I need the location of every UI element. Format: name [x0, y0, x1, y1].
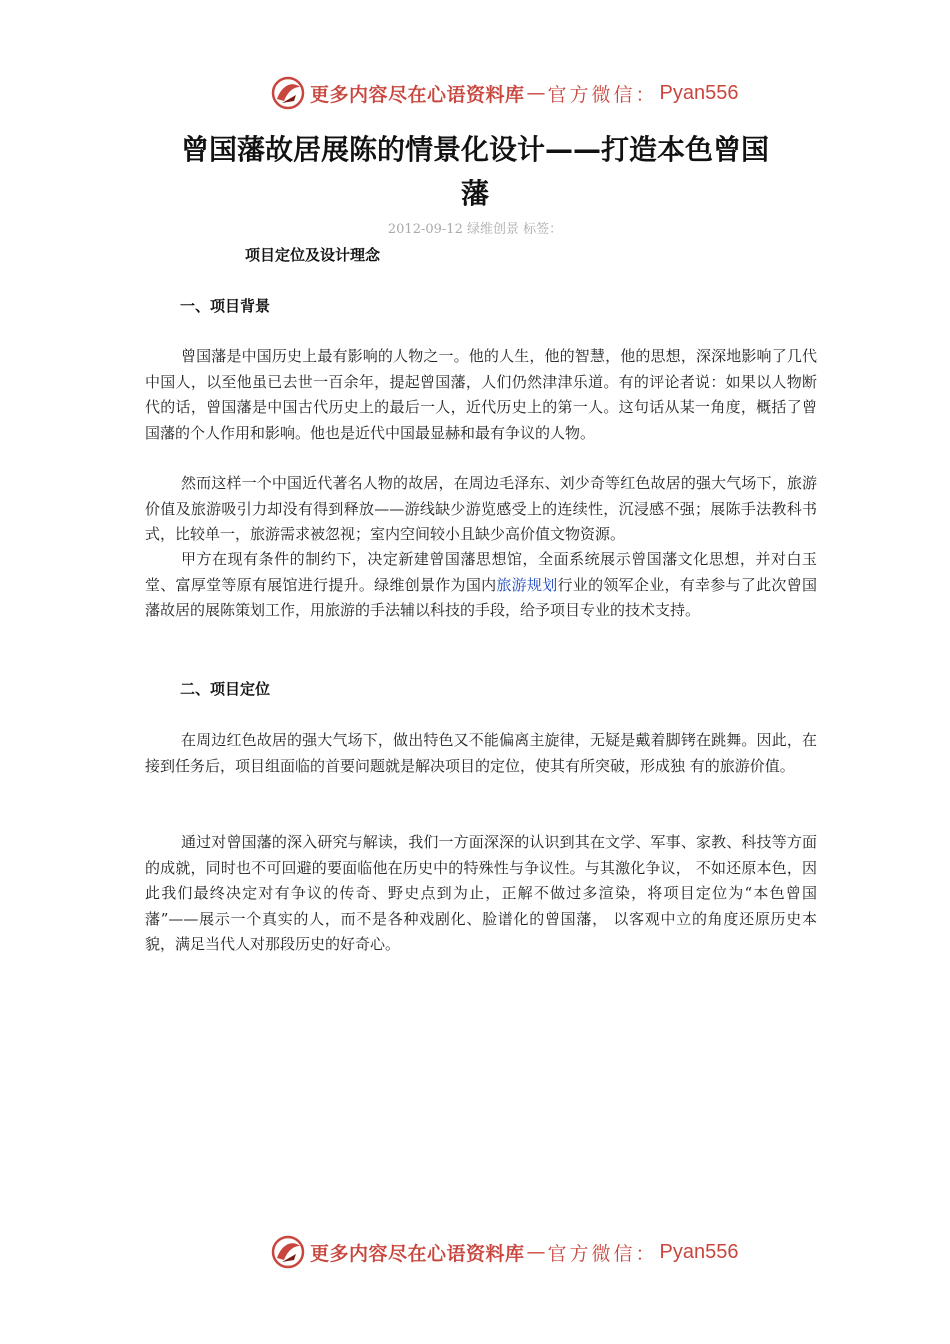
- watermark-label: 官方微信：: [547, 1242, 658, 1265]
- watermark-label: 官方微信：: [547, 83, 658, 106]
- paragraph-3: [145, 547, 817, 624]
- brand-logo-icon: [270, 1234, 306, 1270]
- paragraph-3-text-a: 甲方在现有条件的制约下，决定新建曾国藩思想馆，全面系统展示曾国藩文化思想，并对白玉堂、富厚堂等原有展馆进行提升。绿维创景作为国内: [145, 550, 817, 594]
- paragraph-1: 曾国藩是中国历史上最有影响的人物之一。他的人生，他的智慧，他的思想，深深地影响了几代中国人，以至他虽已去世一百余年，提起曾国藩，人们仍然津津乐道。有的评论者说：如果以人物断代的话，曾国藩是中国古代历史上的最后一人，近代历史上的第一人。这句话从某一角度，概括了曾国藩的个人作用和影响。他也是近代中国最显赫和最有争议的人物。: [145, 347, 817, 442]
- paragraph-4: 在周边红色故居的强大气场下，做出特色又不能偏离主旋律，无疑是戴着脚铐在跳舞。因此，在接到任务后，项目组面临的首要问题就是解决项目的定位，使其有所突破，形成独 有的旅游价值。: [145, 731, 817, 775]
- section2-heading: 二、项目定位: [180, 680, 271, 698]
- watermark-banner-top: [270, 73, 770, 113]
- watermark-dash: —: [526, 1241, 546, 1263]
- watermark-main-text: 更多内容尽在心语资料库: [310, 83, 525, 106]
- article-title-line2: 藩: [460, 177, 489, 210]
- section-intro-heading: 项目定位及设计理念: [245, 246, 381, 264]
- tourism-planning-link[interactable]: 旅游规划: [496, 575, 558, 594]
- article-title: [140, 128, 810, 216]
- section1-heading: 一、项目背景: [180, 297, 271, 315]
- watermark-dash: —: [526, 82, 546, 104]
- watermark-wechat-id: Pyan556: [659, 1240, 739, 1263]
- brand-logo-icon: [270, 75, 306, 111]
- article-meta: 2012-09-12 绿维创景 标签：: [387, 222, 563, 237]
- paragraph-3-text-b: 行业的领军企业，有幸参与了此次曾国藩故居的展陈策划工作，用旅游的手法辅以科技的手段，给予项目专业的技术支持。: [145, 575, 817, 619]
- watermark-wechat-id: Pyan556: [659, 81, 739, 104]
- watermark-banner-bottom: [270, 1232, 770, 1272]
- watermark-main-text: 更多内容尽在心语资料库: [310, 1242, 525, 1265]
- paragraph-2: 然而这样一个中国近代著名人物的故居，在周边毛泽东、刘少奇等红色故居的强大气场下，旅游价值及旅游吸引力却没有得到释放——游线缺少游览感受上的连续性，沉浸感不强；展陈手法教科书式，比较单一，旅游需求被忽视；室内空间较小且缺少高价值文物资源。: [145, 474, 817, 543]
- paragraph-5: 通过对曾国藩的深入研究与解读，我们一方面深深的认识到其在文学、军事、家教、科技等方面的成就，同时也不可回避的要面临他在历史中的特殊性与争议性。与其激化争议， 不如还原本色，因此我们最终决定对有争议的传奇、野史点到为止，正解不做过多渲染，将项目定位为“本色曾国藩”——展示一个真实的人，而不是各种戏剧化、脸谱化的曾国藩， 以客观中立的角度还原历史本貌，满足当代人对那段历史的好奇心。: [145, 833, 817, 953]
- article-title-line1: 曾国藩故居展陈的情景化设计——打造本色曾国: [180, 133, 769, 166]
